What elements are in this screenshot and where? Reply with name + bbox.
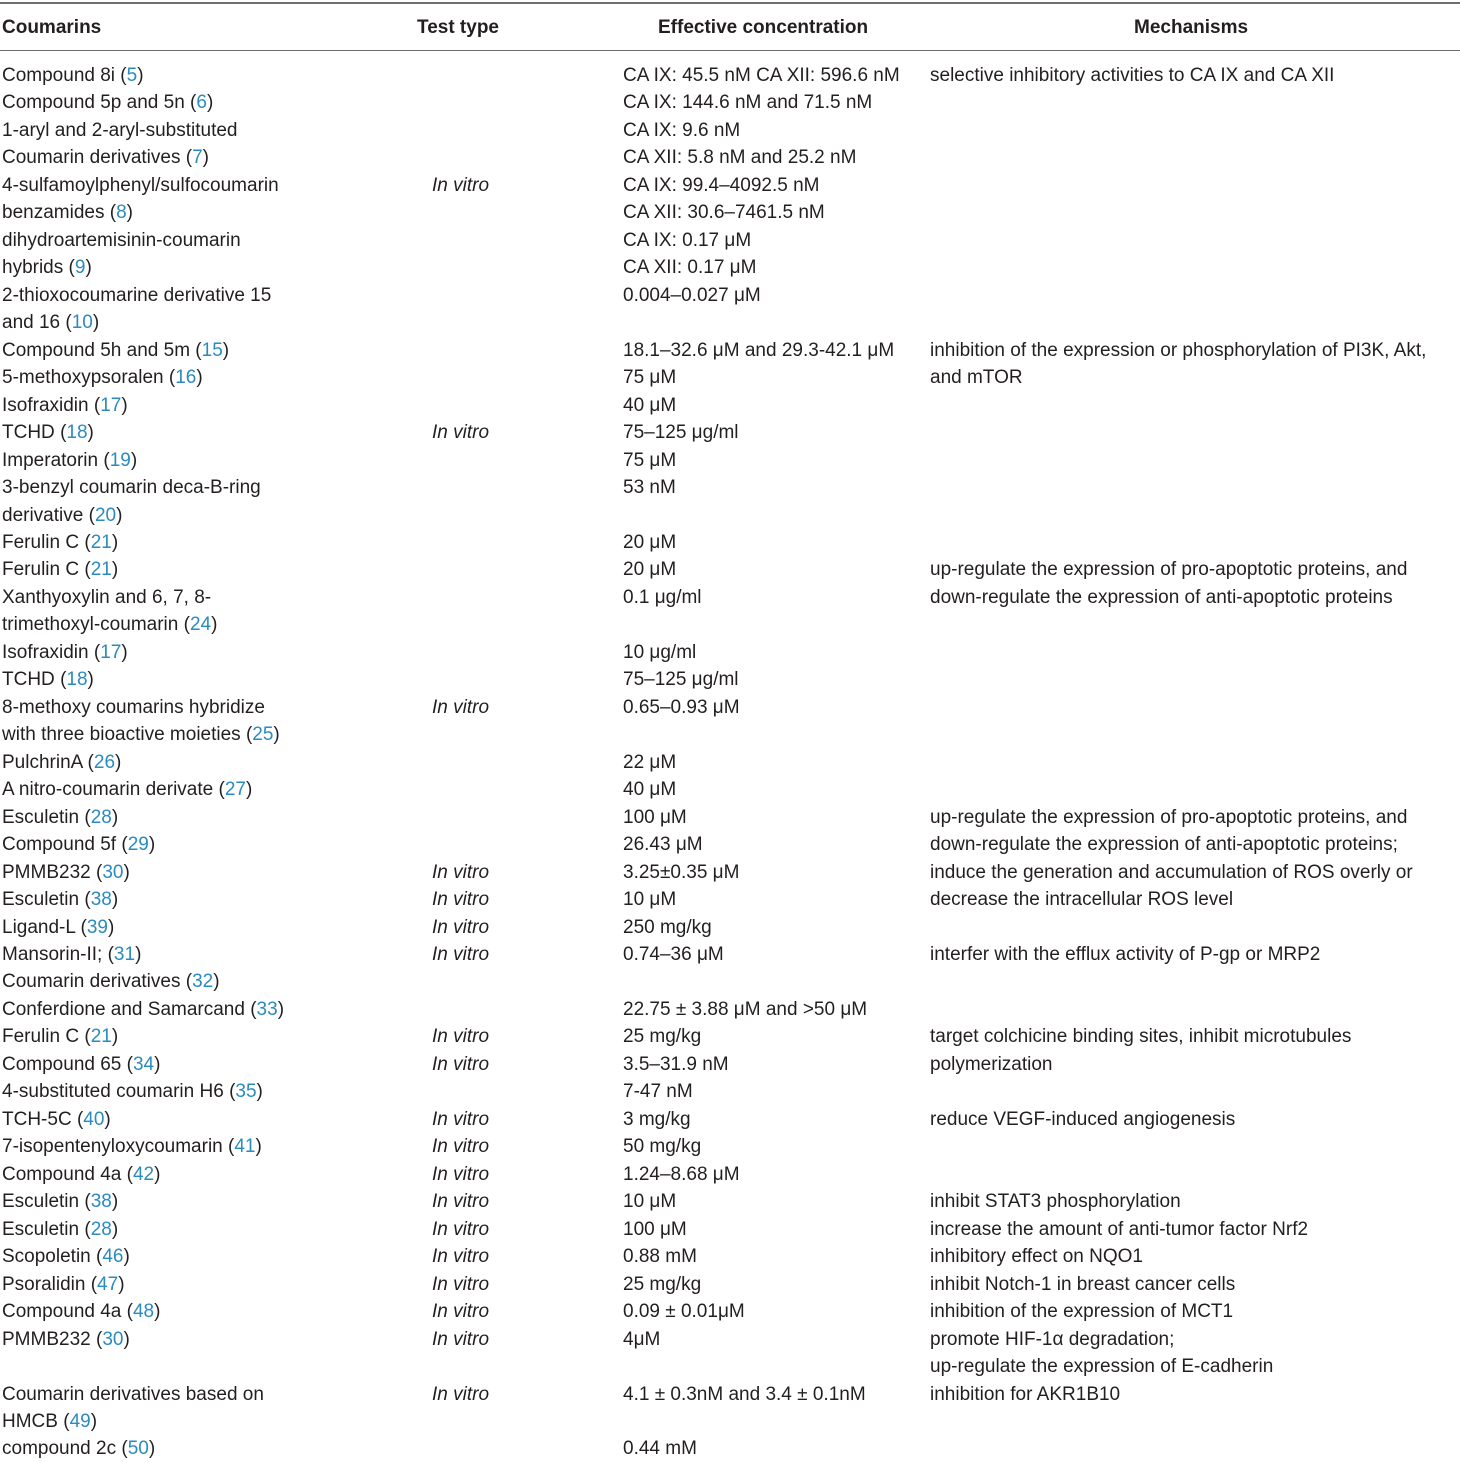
test-type: In vitro (432, 1163, 490, 1185)
table-row (0, 776, 1460, 803)
table-row (0, 556, 1460, 583)
coumarin-name-text: Compound 8i (2, 65, 121, 86)
coumarin-name-text: 4-substituted coumarin H6 (2, 1081, 230, 1103)
reference-link[interactable]: 32 (192, 971, 214, 993)
mechanism: reduce VEGF-induced angiogenesis (930, 1108, 1236, 1130)
table-row (0, 914, 1460, 941)
effective-concentration: 100 μM (623, 806, 687, 828)
coumarin-name: PMMB232 (30) (2, 1328, 130, 1350)
table-row (0, 1023, 1460, 1050)
effective-concentration: CA XII: 5.8 nM and 25.2 nM (623, 147, 857, 169)
coumarin-name-text: Mansorin-II; (2, 944, 108, 965)
coumarin-name (2, 1381, 264, 1408)
reference-link[interactable]: 18 (66, 669, 88, 691)
effective-concentration: 0.1 μg/ml (623, 586, 702, 608)
test-type: In vitro (432, 1136, 490, 1158)
mechanism: up-regulate the expression of pro-apoptotic proteins, and (930, 806, 1408, 828)
effective-concentration: 75–125 μg/ml (623, 422, 739, 444)
table-row (0, 666, 1460, 693)
effective-concentration: 100 μM (623, 1218, 687, 1240)
coumarin-name: derivative (20) (2, 504, 123, 526)
effective-concentration: 0.65–0.93 μM (623, 696, 740, 718)
coumarin-name-text: derivative (2, 504, 89, 526)
table-row (0, 1298, 1460, 1325)
coumarin-name-text: 8-methoxy coumarins hybridize (2, 696, 265, 718)
coumarin-name: Esculetin (28) (2, 1218, 119, 1240)
effective-concentration: 10 μg/ml (623, 641, 697, 663)
coumarin-name-text: Coumarin derivatives (2, 971, 186, 993)
table-row (0, 172, 1460, 199)
coumarin-name-text: trimethoxyl-coumarin (2, 614, 184, 636)
table-row (0, 694, 1460, 721)
mechanism: decrease the intracellular ROS level (930, 889, 1234, 911)
mechanism: inhibit STAT3 phosphorylation (930, 1191, 1181, 1213)
effective-concentration: 0.88 mM (623, 1246, 697, 1268)
table-row (0, 1271, 1460, 1298)
reference-link[interactable]: 34 (132, 1053, 155, 1075)
test-type: In vitro (432, 1108, 490, 1130)
coumarin-name: Esculetin (38) (2, 889, 119, 911)
reference-link[interactable]: 20 (94, 504, 117, 526)
mechanism: promote HIF-1α degradation; (930, 1328, 1175, 1350)
effective-concentration: 250 mg/kg (623, 916, 712, 938)
coumarin-name-text: 3-benzyl coumarin deca-B-ring (2, 477, 261, 499)
effective-concentration: 18.1–32.6 μM and 29.3-42.1 μM (623, 339, 895, 361)
table-row (0, 1161, 1460, 1188)
coumarin-name-text: Ferulin C (2, 531, 85, 553)
reference-link[interactable]: 18 (66, 422, 88, 444)
mechanism: selective inhibitory activities to CA IX and CA XII (930, 65, 1335, 86)
reference-link[interactable]: 47 (97, 1273, 119, 1295)
coumarin-name-text: hybrids (2, 257, 69, 279)
coumarin-name: TCHD (18) (2, 422, 94, 444)
mechanism: inhibitory effect on NQO1 (930, 1246, 1143, 1268)
table-row (0, 447, 1460, 474)
reference-link[interactable]: 17 (100, 641, 122, 663)
reference-link[interactable]: 24 (189, 614, 212, 636)
table-row (0, 941, 1460, 968)
coumarin-name: A nitro-coumarin derivate (27) (2, 779, 253, 801)
coumarin-name: 4-substituted coumarin H6 (35) (2, 1081, 263, 1103)
coumarin-name: Ferulin C (21) (2, 531, 119, 553)
mechanism: and mTOR (930, 367, 1023, 389)
reference-link[interactable]: 28 (90, 1218, 112, 1240)
effective-concentration: 3.25±0.35 μM (623, 861, 740, 883)
test-type: In vitro (432, 174, 490, 196)
test-type: In vitro (432, 889, 490, 911)
coumarin-name-text: benzamides (2, 202, 110, 224)
table-row (0, 1106, 1460, 1133)
coumarin-name-text: Ferulin C (2, 559, 85, 581)
table-row (0, 804, 1460, 831)
coumarin-name: Ferulin C (21) (2, 1026, 119, 1048)
coumarin-name: Compound 5p and 5n (6) (2, 92, 214, 114)
reference-link[interactable]: 40 (83, 1108, 105, 1130)
mechanism: inhibition of the expression or phosphorylation of PI3K, Akt, (930, 339, 1427, 361)
coumarin-name-text: Compound 4a (2, 1163, 127, 1185)
reference-link[interactable]: 16 (175, 367, 197, 389)
coumarin-name (2, 227, 241, 254)
effective-concentration: CA IX: 99.4–4092.5 nM (623, 174, 820, 196)
coumarin-name: TCHD (18) (2, 669, 94, 691)
reference-link[interactable]: 38 (90, 889, 112, 911)
table-row (0, 227, 1460, 254)
table-row (0, 1353, 1460, 1380)
reference-link[interactable]: 21 (90, 531, 112, 553)
table-row (0, 968, 1460, 995)
table-row (0, 1326, 1460, 1353)
reference-link[interactable]: 19 (109, 449, 131, 471)
coumarin-name-text: dihydroartemisinin-coumarin (2, 229, 241, 251)
coumarin-name-text: with three bioactive moieties (2, 724, 246, 746)
table-row (0, 1216, 1460, 1243)
header-coumarins: Coumarins (2, 17, 102, 38)
header-effective-concentration: Effective concentration (658, 17, 869, 38)
reference-link[interactable]: 30 (102, 861, 124, 883)
effective-concentration: 10 μM (623, 889, 677, 911)
table-row (0, 1133, 1460, 1160)
coumarin-name: Compound 4a (48) (2, 1301, 161, 1323)
table-row (0, 721, 1460, 748)
table-row (0, 831, 1460, 858)
coumarin-name-text: and 16 (2, 312, 66, 334)
table-row (0, 1188, 1460, 1215)
coumarin-name (2, 117, 238, 144)
coumarin-name: Compound 65 (34) (2, 1053, 161, 1075)
coumarin-name: Imperatorin (19) (2, 449, 138, 471)
coumarin-name-text: Compound 5f (2, 834, 122, 856)
coumarin-name-text: Scopoletin (2, 1246, 97, 1268)
coumarin-name-text: Coumarin derivatives based on (2, 1383, 264, 1405)
table-row (0, 611, 1460, 638)
reference-link[interactable]: 31 (113, 944, 136, 965)
header-test-type: Test type (417, 17, 500, 38)
coumarin-name-text: Coumarin derivatives (2, 147, 186, 169)
reference-link[interactable]: 49 (69, 1410, 91, 1432)
coumarin-name-text: Xanthyoxylin and 6, 7, 8- (2, 586, 212, 608)
test-type: In vitro (432, 696, 490, 718)
effective-concentration: 0.004–0.027 μM (623, 284, 761, 306)
coumarin-name: Compound 5h and 5m (15) (2, 339, 230, 361)
table-row (0, 1408, 1460, 1435)
table-row (0, 639, 1460, 666)
table-row (0, 1435, 1460, 1462)
reference-link[interactable]: 30 (102, 1328, 124, 1350)
reference-link[interactable]: 8 (116, 202, 127, 224)
effective-concentration: 40 μM (623, 779, 677, 801)
coumarin-name-text: Compound 4a (2, 1301, 127, 1323)
reference-link[interactable]: 15 (201, 339, 223, 361)
test-type: In vitro (432, 944, 490, 965)
test-type: In vitro (432, 1026, 490, 1048)
reference-link[interactable]: 48 (132, 1301, 155, 1323)
coumarin-name: TCH-5C (40) (2, 1108, 111, 1130)
table-body (0, 62, 1460, 1463)
coumarin-name-text: 7-isopentenyloxycoumarin (2, 1136, 229, 1158)
effective-concentration: 25 mg/kg (623, 1026, 702, 1048)
coumarin-name-text: 2-thioxocoumarine derivative 15 (2, 284, 272, 306)
effective-concentration: 3 mg/kg (623, 1108, 691, 1130)
reference-link[interactable]: 17 (100, 394, 122, 416)
table-header-rule (0, 50, 1460, 51)
table-row (0, 1051, 1460, 1078)
reference-link[interactable]: 10 (71, 312, 93, 334)
table-row (0, 886, 1460, 913)
test-type: In vitro (432, 916, 490, 938)
coumarin-name-text: Compound 5p and 5n (2, 92, 191, 114)
coumarin-name: with three bioactive moieties (25) (2, 724, 280, 746)
test-type: In vitro (432, 1328, 490, 1350)
effective-concentration: 1.24–8.68 μM (623, 1163, 740, 1185)
table-row (0, 282, 1460, 309)
mechanism: induce the generation and accumulation of ROS overly or (930, 861, 1413, 883)
coumarin-name-text: compound 2c (2, 1438, 122, 1460)
effective-concentration: CA IX: 9.6 nM (623, 119, 741, 141)
coumarin-name: trimethoxyl-coumarin (24) (2, 614, 218, 636)
coumarin-name-text: Compound 5h and 5m (2, 339, 196, 361)
coumarin-name-text: PMMB232 (2, 861, 96, 883)
reference-link[interactable]: 21 (90, 1026, 112, 1048)
coumarin-name (2, 282, 271, 309)
coumarin-name-text: Esculetin (2, 1218, 85, 1240)
coumarin-name-text: 4-sulfamoylphenyl/sulfocoumarin (2, 174, 279, 196)
effective-concentration: 3.5–31.9 nM (623, 1053, 729, 1075)
coumarin-name-text: A nitro-coumarin derivate (2, 779, 219, 801)
coumarin-name: Compound 8i (5) (2, 65, 144, 86)
effective-concentration: 0.44 mM (623, 1438, 697, 1460)
mechanism: inhibit Notch-1 in breast cancer cells (930, 1273, 1236, 1295)
coumarin-name: Ligand-L (39) (2, 916, 115, 938)
reference-link[interactable]: 5 (126, 65, 138, 86)
coumarin-name-text: Ligand-L (2, 916, 81, 938)
mechanism: inhibition for AKR1B10 (930, 1383, 1121, 1405)
effective-concentration: 20 μM (623, 559, 677, 581)
table-row (0, 474, 1460, 501)
table-row (0, 392, 1460, 419)
coumarin-name-text: Isofraxidin (2, 394, 94, 416)
coumarin-name: Ferulin C (21) (2, 559, 119, 581)
coumarin-name-text: Compound 65 (2, 1053, 127, 1075)
effective-concentration: 4μM (623, 1328, 661, 1350)
reference-link[interactable]: 39 (86, 916, 108, 938)
test-type: In vitro (432, 1218, 490, 1240)
effective-concentration: 4.1 ± 0.3nM and 3.4 ± 0.1nM (623, 1383, 866, 1405)
coumarin-name (2, 694, 265, 721)
effective-concentration: 22 μM (623, 751, 677, 773)
reference-link[interactable]: 9 (74, 257, 86, 279)
reference-link[interactable]: 33 (256, 998, 278, 1020)
coumarin-name-text: PMMB232 (2, 1328, 96, 1350)
coumarin-name-text: Psoralidin (2, 1273, 91, 1295)
test-type: In vitro (432, 1191, 490, 1213)
coumarin-name-text: Esculetin (2, 889, 85, 911)
reference-link[interactable]: 6 (196, 92, 207, 114)
mechanism: polymerization (930, 1053, 1053, 1075)
reference-link[interactable]: 35 (235, 1081, 257, 1103)
table-row (0, 502, 1460, 529)
table-header-row (0, 3, 1460, 50)
mechanism: increase the amount of anti-tumor factor Nrf2 (930, 1218, 1309, 1240)
coumarin-name-text: HMCB (2, 1410, 64, 1432)
header-mechanisms: Mechanisms (1134, 17, 1249, 38)
reference-link[interactable]: 42 (132, 1163, 155, 1185)
reference-link[interactable]: 28 (90, 806, 112, 828)
coumarin-name-text: Isofraxidin (2, 641, 94, 663)
test-type: In vitro (432, 422, 490, 444)
effective-concentration: 75 μM (623, 367, 677, 389)
effective-concentration: CA IX: 45.5 nM CA XII: 596.6 nM (623, 65, 900, 86)
effective-concentration: 22.75 ± 3.88 μM and >50 μM (623, 998, 868, 1020)
coumarin-name (2, 584, 211, 611)
coumarin-name: 5-methoxypsoralen (16) (2, 367, 203, 389)
coumarin-name: Esculetin (38) (2, 1191, 119, 1213)
coumarin-name: PulchrinA (26) (2, 751, 122, 773)
coumarin-name-text: TCH-5C (2, 1108, 77, 1130)
effective-concentration: CA IX: 144.6 nM and 71.5 nM (623, 92, 873, 114)
effective-concentration: 0.09 ± 0.01μM (623, 1301, 745, 1323)
test-type: In vitro (432, 1053, 490, 1075)
coumarin-name: benzamides (8) (2, 202, 133, 224)
effective-concentration: 50 mg/kg (623, 1136, 702, 1158)
effective-concentration: CA IX: 0.17 μM (623, 229, 752, 251)
reference-link[interactable]: 26 (93, 751, 116, 773)
effective-concentration: 75–125 μg/ml (623, 669, 739, 691)
table-row (0, 144, 1460, 171)
reference-link[interactable]: 25 (252, 724, 274, 746)
coumarin-name: Isofraxidin (17) (2, 394, 128, 416)
coumarin-name-text: TCHD (2, 422, 61, 444)
coumarin-name-text: 5-methoxypsoralen (2, 367, 169, 389)
effective-concentration: 20 μM (623, 531, 677, 553)
mechanism: down-regulate the expression of anti-apoptotic proteins; (930, 834, 1398, 856)
table-row (0, 1381, 1460, 1408)
effective-concentration: 75 μM (623, 449, 677, 471)
effective-concentration: 26.43 μM (623, 834, 703, 856)
table-row (0, 419, 1460, 446)
table-row (0, 89, 1460, 116)
coumarin-name (2, 474, 261, 501)
mechanism: down-regulate the expression of anti-apoptotic proteins (930, 586, 1393, 608)
reference-link[interactable]: 27 (224, 779, 246, 801)
effective-concentration: CA XII: 30.6–7461.5 nM (623, 202, 825, 224)
reference-link[interactable]: 41 (234, 1136, 256, 1158)
coumarin-name-text: Esculetin (2, 1191, 85, 1213)
coumarin-name: hybrids (9) (2, 257, 92, 279)
reference-link[interactable]: 21 (90, 559, 112, 581)
effective-concentration: 10 μM (623, 1191, 677, 1213)
coumarin-name: Compound 4a (42) (2, 1163, 161, 1185)
mechanism: target colchicine binding sites, inhibit microtubules (930, 1026, 1352, 1048)
coumarin-name-text: 1-aryl and 2-aryl-substituted (2, 119, 238, 141)
mechanism: up-regulate the expression of pro-apoptotic proteins, and (930, 559, 1408, 581)
table-row (0, 337, 1460, 364)
table-row (0, 364, 1460, 391)
coumarin-name-text: Imperatorin (2, 449, 104, 471)
coumarin-name: PMMB232 (30) (2, 861, 130, 883)
coumarin-name-text: TCHD (2, 669, 61, 691)
effective-concentration: 7-47 nM (623, 1081, 693, 1103)
reference-link[interactable]: 50 (127, 1438, 149, 1460)
coumarin-name: Psoralidin (47) (2, 1273, 125, 1295)
mechanism: inhibition of the expression of MCT1 (930, 1301, 1234, 1323)
coumarin-name: Isofraxidin (17) (2, 641, 128, 663)
reference-link[interactable]: 38 (90, 1191, 112, 1213)
effective-concentration: 40 μM (623, 394, 677, 416)
table-row (0, 199, 1460, 226)
table-row (0, 62, 1460, 89)
effective-concentration: CA XII: 0.17 μM (623, 257, 757, 279)
table-row (0, 529, 1460, 556)
reference-link[interactable]: 29 (127, 834, 149, 856)
table-row (0, 584, 1460, 611)
reference-link[interactable]: 7 (192, 147, 203, 169)
coumarin-name: Esculetin (28) (2, 806, 119, 828)
coumarin-name-text: Ferulin C (2, 1026, 85, 1048)
table-row (0, 1078, 1460, 1105)
table-row (0, 1243, 1460, 1270)
mechanism: interfer with the efflux activity of P-gp or MRP2 (930, 944, 1321, 965)
test-type: In vitro (432, 861, 490, 883)
test-type: In vitro (432, 1301, 490, 1323)
effective-concentration: 0.74–36 μM (623, 944, 724, 965)
coumarin-name: Mansorin-II; (31) (2, 944, 142, 965)
effective-concentration: 53 nM (623, 477, 676, 499)
mechanism: up-regulate the expression of E-cadherin (930, 1356, 1274, 1378)
test-type: In vitro (432, 1383, 490, 1405)
coumarin-name-text: PulchrinA (2, 751, 88, 773)
coumarin-name: Coumarin derivatives (32) (2, 971, 220, 993)
coumarin-name (2, 172, 279, 199)
coumarin-name: Coumarin derivatives (7) (2, 147, 209, 169)
table-row (0, 254, 1460, 281)
test-type: In vitro (432, 1246, 490, 1268)
reference-link[interactable]: 46 (102, 1246, 124, 1268)
effective-concentration: 25 mg/kg (623, 1273, 702, 1295)
coumarin-name-text: Conferdione and Samarcand (2, 998, 251, 1020)
table-row (0, 996, 1460, 1023)
coumarin-name: Conferdione and Samarcand (33) (2, 998, 285, 1020)
coumarin-name: and 16 (10) (2, 312, 100, 334)
coumarin-name: Scopoletin (46) (2, 1246, 130, 1268)
table-row (0, 859, 1460, 886)
coumarin-name: HMCB (49) (2, 1410, 98, 1432)
test-type: In vitro (432, 1273, 490, 1295)
coumarin-name-text: Esculetin (2, 806, 85, 828)
coumarin-name: Compound 5f (29) (2, 834, 156, 856)
table-row (0, 749, 1460, 776)
coumarin-name: compound 2c (50) (2, 1438, 156, 1460)
table-row (0, 117, 1460, 144)
coumarin-name: 7-isopentenyloxycoumarin (41) (2, 1136, 262, 1158)
table-row (0, 309, 1460, 336)
